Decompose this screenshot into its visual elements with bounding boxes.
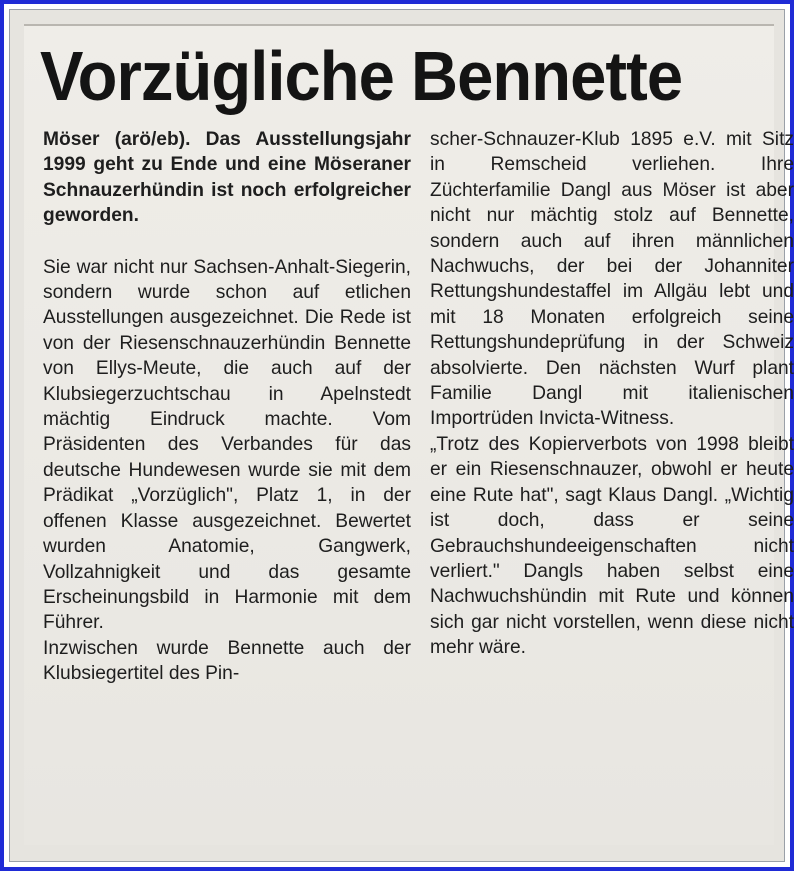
top-rule <box>24 24 774 26</box>
headline: Vorzügliche Bennette <box>40 37 683 115</box>
body-paragraph-2: Inzwischen wurde Bennette auch der Klubsiegertitel des Pin- <box>43 637 411 685</box>
body-paragraph-4: „Trotz des Kopierverbots von 1998 bleibt er ein Riesenschnauzer, obwohl er heute eine Rute hat", sagt Klaus Dangl. „Wichtig ist doch, dass er seine Gebrauchshundeeigenschaften nicht verliert." Dangls haben selbst eine Nachwuchshündin mit Rute und können sich gar nicht vorstellen, wenn diese nicht mehr wäre. <box>430 433 794 659</box>
body-paragraph-3: scher-Schnauzer-Klub 1895 e.V. mit Sitz in Remscheid verliehen. Ihre Züchterfamilie Dangl aus Möser ist aber nicht nur mächtig stolz auf Bennette, sondern auch auf ihren männlichen Nachwuchs, der bei der Johanniter Rettungshundestaffel im Allgäu lebt und mit 18 Monaten erfolgreich seine Rettungshundeprüfung in der Schweiz absolvierte. Den nächsten Wurf plant Familie Dangl mit italienischen Importrüden Invicta-Witness. <box>430 129 794 430</box>
column-right <box>430 127 794 661</box>
column-left <box>43 127 411 687</box>
newspaper-clipping <box>24 24 794 845</box>
body-paragraph-1: Sie war nicht nur Sachsen-Anhalt-Siegerin, sondern wurde schon auf etlichen Ausstellungen ausgezeichnet. Die Rede ist von der Riesenschnauzerhündin Bennette von Ellys-Meute, die auch auf der Klubsiegerzuchtschau in Apelnstedt mächtig Eindruck machte. Vom Präsidenten des Verbandes für das deutsche Hundewesen wurde sie mit dem Prädikat „Vorzüglich", Platz 1, in der offenen Klasse ausgezeichnet. Bewertet wurden Anatomie, Gangwerk, Vollzahnigkeit und das gesamte Erscheinungsbild in Harmonie mit dem Führer. <box>43 256 411 634</box>
lead-paragraph: Möser (arö/eb). Das Ausstellungsjahr 1999 geht zu Ende und eine Möseraner Schnauzerhündin ist noch erfolgreicher geworden. <box>43 129 411 227</box>
frame-inner-border <box>9 9 794 862</box>
